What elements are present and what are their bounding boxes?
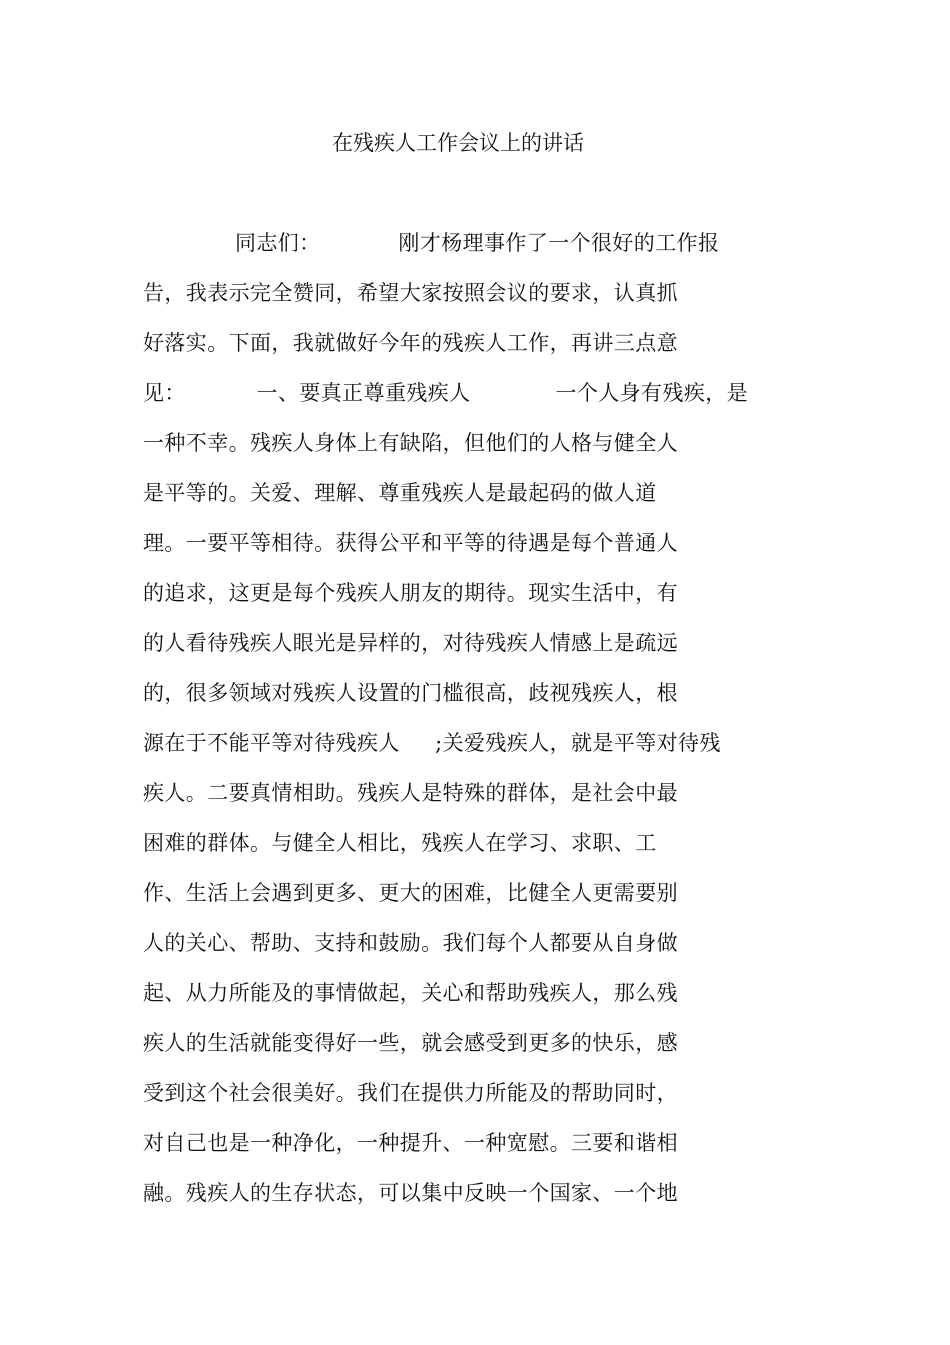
body-line: 的追求，这更是每个残疾人朋友的期待。现实生活中，有 [143,581,678,605]
body-line: 告，我表示完全赞同，希望大家按照会议的要求，认真抓 [143,281,678,305]
body-line: 受到这个社会很美好。我们在提供力所能及的帮助同时， [143,1081,678,1105]
body-line: 人的关心、帮助、支持和鼓励。我们每个人都要从自身做 [143,931,678,955]
body-line: 疾人。二要真情相助。残疾人是特殊的群体，是社会中最 [143,781,678,805]
body-line: 是平等的。关爱、理解、尊重残疾人是最起码的做人道 [143,481,657,505]
body-line: 的，很多领域对残疾人设置的门槛很高，歧视残疾人，根 [143,681,678,705]
body-line: 理。一要平等相待。获得公平和平等的待遇是每个普通人 [143,531,678,555]
body-line: 的人看待残疾人眼光是异样的，对待残疾人情感上是疏远 [143,631,678,655]
body-line: 融。残疾人的生存状态，可以集中反映一个国家、一个地 [143,1181,678,1205]
body-line: 起、从力所能及的事情做起，关心和帮助残疾人，那么残 [143,981,678,1005]
body-line: 作、生活上会遇到更多、更大的困难，比健全人更需要别 [143,881,678,905]
body-line: 源在于不能平等对待残疾人 ;关爱残疾人，就是平等对待残 [143,731,721,755]
body-line: 见： 一、要真正尊重残疾人 一个人身有残疾，是 [143,381,749,405]
body-line: 对自己也是一种净化，一种提升、一种宽慰。三要和谐相 [143,1131,678,1155]
body-line: 好落实。下面，我就做好今年的残疾人工作，再讲三点意 [143,331,678,355]
body-line: 困难的群体。与健全人相比，残疾人在学习、求职、工 [143,831,657,855]
body-line: 疾人的生活就能变得好一些，就会感受到更多的快乐，感 [143,1031,678,1055]
body-line: 同志们： 刚才杨理事作了一个很好的工作报 [143,231,720,255]
document-title: 在残疾人工作会议上的讲话 [332,131,584,155]
body-line: 一种不幸。残疾人身体上有缺陷，但他们的人格与健全人 [143,431,678,455]
